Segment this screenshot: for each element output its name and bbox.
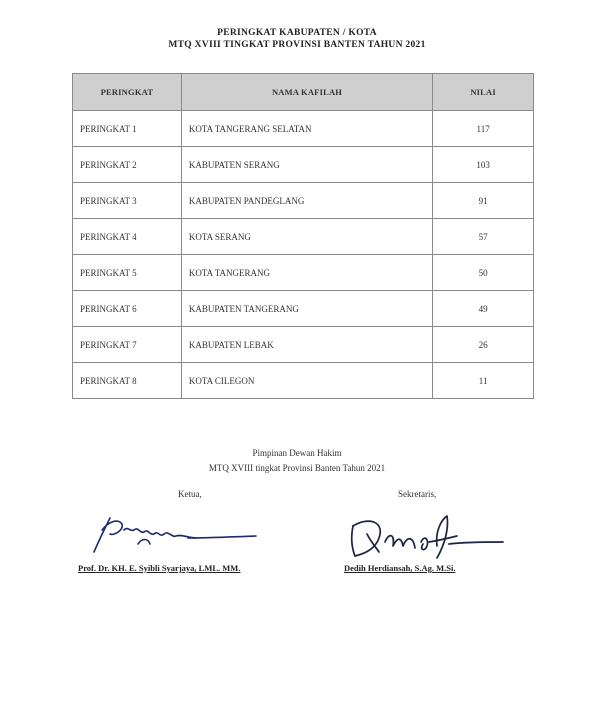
score-cell: 26	[433, 327, 534, 363]
document-title: PERINGKAT KABUPATEN / KOTA	[217, 28, 377, 38]
rank-cell: PERINGKAT 1	[73, 111, 182, 147]
footer-heading: Pimpinan Dewan Hakim	[252, 448, 342, 458]
score-cell: 91	[433, 183, 534, 219]
table-header-row	[73, 74, 534, 111]
score-cell: 50	[433, 255, 534, 291]
column-header-name: NAMA KAFILAH	[181, 74, 432, 111]
score-cell: 103	[433, 147, 534, 183]
rank-cell: PERINGKAT 8	[73, 363, 182, 399]
name-cell: KOTA SERANG	[181, 219, 432, 255]
document-subtitle: MTQ XVIII TINGKAT PROVINSI BANTEN TAHUN 2021	[168, 40, 426, 50]
table-row	[73, 183, 534, 219]
rank-cell: PERINGKAT 3	[73, 183, 182, 219]
chairman-name: Prof. Dr. KH. E. Syibli Syarjaya, LML. MM.	[78, 563, 241, 573]
rank-cell: PERINGKAT 5	[73, 255, 182, 291]
name-cell: KABUPATEN TANGERANG	[181, 291, 432, 327]
secretary-name: Dedih Herdiansah, S.Ag. M.Si.	[344, 563, 456, 573]
score-cell: 49	[433, 291, 534, 327]
table-row	[73, 219, 534, 255]
score-cell: 117	[433, 111, 534, 147]
secretary-label: Sekretaris,	[398, 489, 437, 499]
table-row	[73, 291, 534, 327]
column-header-score: NILAI	[433, 74, 534, 111]
name-cell: KABUPATEN PANDEGLANG	[181, 183, 432, 219]
rank-cell: PERINGKAT 2	[73, 147, 182, 183]
name-cell: KOTA TANGERANG SELATAN	[181, 111, 432, 147]
ranking-table	[72, 73, 534, 399]
rank-cell: PERINGKAT 7	[73, 327, 182, 363]
score-cell: 11	[433, 363, 534, 399]
name-cell: KABUPATEN SERANG	[181, 147, 432, 183]
table-row	[73, 147, 534, 183]
table-row	[73, 363, 534, 399]
name-cell: KABUPATEN LEBAK	[181, 327, 432, 363]
column-header-rank: PERINGKAT	[73, 74, 182, 111]
table-row	[73, 327, 534, 363]
chairman-signature	[88, 508, 260, 560]
secretary-signature	[345, 512, 505, 564]
name-cell: KOTA TANGERANG	[181, 255, 432, 291]
table-row	[73, 255, 534, 291]
table-row	[73, 111, 534, 147]
name-cell: KOTA CILEGON	[181, 363, 432, 399]
rank-cell: PERINGKAT 4	[73, 219, 182, 255]
score-cell: 57	[433, 219, 534, 255]
chairman-label: Ketua,	[178, 489, 202, 499]
footer-subheading: MTQ XVIII tingkat Provinsi Banten Tahun 2021	[208, 463, 386, 473]
rank-cell: PERINGKAT 6	[73, 291, 182, 327]
